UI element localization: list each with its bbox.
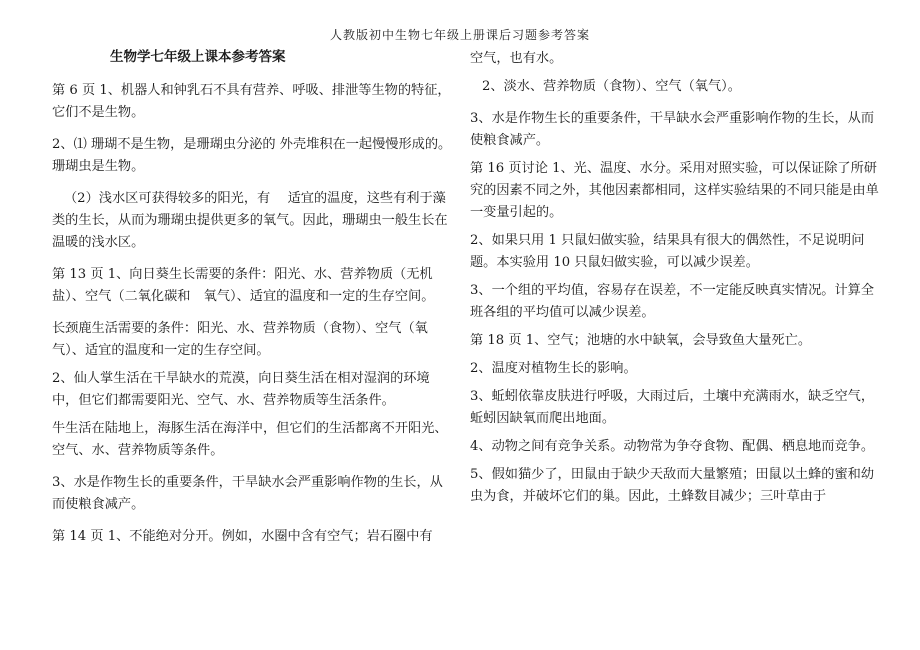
paragraph: 3、水是作物生长的重要条件，干旱缺水会严重影响作物的生长，从而使粮食减产。 <box>52 475 443 512</box>
paragraph: 5、假如猫少了，田鼠由于缺少天敌而大量繁殖；田鼠以土蜂的蜜和幼虫为食，并破坏它们的巢。因此，土蜂数目减少；三叶草由于 <box>470 467 875 504</box>
paragraph: 2、仙人掌生活在干旱缺水的荒漠，向日葵生活在相对湿润的环境中，但它们都需要阳光、空气、水、营养物质等生活条件。 <box>52 371 430 408</box>
paragraph: 第 6 页 1、机器人和钟乳石不具有营养、呼吸、排泄等生物的特征，它们不是生物。 <box>52 83 451 120</box>
left-column <box>52 48 452 558</box>
page-header: 人教版初中生物七年级上册课后习题参考答案 <box>329 28 590 42</box>
paragraph: 第 18 页 1、空气；池塘的水中缺氧，会导致鱼大量死亡。 <box>470 333 812 348</box>
paragraph: 2、⑴ 珊瑚不是生物，是珊瑚虫分泌的 外壳堆积在一起慢慢形成的。珊瑚虫是生物。 <box>52 137 452 174</box>
paragraph: 第 16 页讨论 1、光、温度、水分。采用对照实验，可以保证除了所研究的因素不同之外，其他因素都相同，这样实验结果的不同只能是由单一变量引起的。 <box>470 161 879 220</box>
paragraph: 2、淡水、营养物质（食物）、空气（氧气）。 <box>482 79 741 94</box>
paragraph: 空气，也有水。 <box>470 51 563 66</box>
paragraph: 第 13 页 1、向日葵生长需要的条件：阳光、水、营养物质（无机盐）、空气（二氧化碳和 氧气）、适宜的温度和一定的生存空间。 <box>52 267 435 304</box>
paragraph: 牛生活在陆地上，海豚生活在海洋中，但它们的生活都离不开阳光、空气、水、营养物质等条件。 <box>52 421 448 458</box>
paragraph: 3、蚯蚓依靠皮肤进行呼吸，大雨过后，土壤中充满雨水，缺乏空气，蚯蚓因缺氧而爬出地面。 <box>470 389 875 426</box>
paragraph: 2、如果只用 1 只鼠妇做实验，结果具有很大的偶然性，不足说明问题。本实验用 10 只鼠妇做实验，可以减少误差。 <box>470 233 865 270</box>
paragraph: 长颈鹿生活需要的条件：阳光、水、营养物质（食物）、空气（氧气）、适宜的温度和一定的生存空间。 <box>52 321 428 358</box>
right-column <box>470 48 885 514</box>
paragraph: 4、动物之间有竞争关系。动物常为争夺食物、配偶、栖息地而竞争。 <box>470 439 875 454</box>
paragraph: （2）浅水区可获得较多的阳光，有 适宜的温度，这些有利于藻类的生长，从而为珊瑚虫提供更多的氧气。因此，珊瑚虫一般生长在温暖的浅水区。 <box>52 191 448 250</box>
paragraph: 3、一个组的平均值，容易存在误差，不一定能反映真实情况。计算全班各组的平均值可以减少误差。 <box>470 283 875 320</box>
paragraph: 2、温度对植物生长的影响。 <box>470 361 637 376</box>
document-title: 生物学七年级上课本参考答案 <box>110 49 286 65</box>
paragraph: 3、水是作物生长的重要条件，干旱缺水会严重影响作物的生长，从而使粮食减产。 <box>470 111 875 148</box>
paragraph: 第 14 页 1、不能绝对分开。例如，水圈中含有空气；岩石圈中有 <box>52 529 433 544</box>
